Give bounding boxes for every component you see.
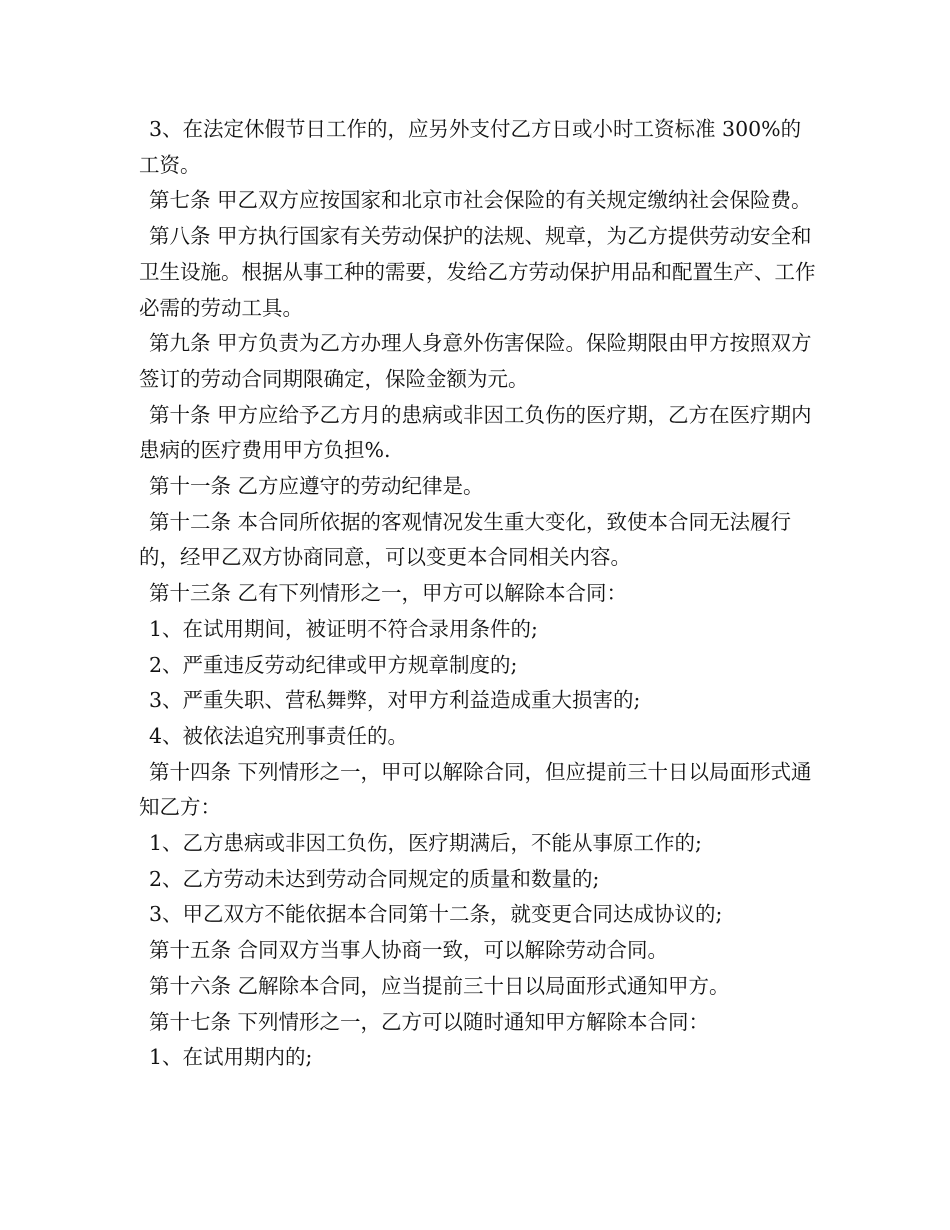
paragraph-article-10: 第十条 甲方应给予乙方月的患病或非因工负伤的医疗期，乙方在医疗期内患病的医疗费用甲方负担%. (139, 402, 812, 463)
list-item-13-4: 4、被依法追究刑事责任的。 (149, 723, 409, 748)
list-item-13-2: 2、严重违反劳动纪律或甲方规章制度的; (149, 652, 518, 677)
paragraph-overtime-holiday: 3、在法定休假节日工作的，应另外支付乙方日或小时工资标准 300%的工资。 (139, 117, 802, 177)
paragraph-article-7: 第七条 甲乙双方应按国家和北京市社会保险的有关规定缴纳社会保险费。 (149, 188, 812, 213)
list-item-14-1: 1、乙方患病或非因工负伤，医疗期满后，不能从事原工作的; (149, 831, 702, 856)
list-item-13-1: 1、在试用期间，被证明不符合录用条件的; (149, 616, 538, 641)
list-item-14-3: 3、甲乙双方不能依据本合同第十二条，就变更合同达成协议的; (149, 902, 723, 927)
paragraph-article-15: 第十五条 合同双方当事人协商一致，可以解除劳动合同。 (149, 938, 669, 963)
paragraph-article-14: 第十四条 下列情形之一，甲可以解除合同，但应提前三十日以局面形式通知乙方： (139, 759, 812, 820)
paragraph-article-9: 第九条 甲方负责为乙方办理人身意外伤害保险。保险期限由甲方按照双方签订的劳动合同期限确定，保险金额为元。 (139, 331, 812, 391)
paragraph-article-16: 第十六条 乙解除本合同，应当提前三十日以局面形式通知甲方。 (149, 973, 730, 998)
paragraph-article-12: 第十二条 本合同所依据的客观情况发生重大变化，致使本合同无法履行的，经甲乙双方协商同意，可以变更本合同相关内容。 (139, 509, 792, 570)
paragraph-article-17: 第十七条 下列情形之一，乙方可以随时通知甲方解除本合同： (149, 1009, 710, 1034)
paragraph-article-11: 第十一条 乙方应遵守的劳动纪律是。 (149, 474, 484, 499)
contract-text (139, 112, 819, 1076)
list-item-13-3: 3、严重失职、营私舞弊，对甲方利益造成重大损害的; (149, 688, 641, 713)
paragraph-article-13: 第十三条 乙有下列情形之一，甲方可以解除本合同： (149, 581, 628, 606)
list-item-17-1: 1、在试用期内的; (149, 1045, 313, 1070)
paragraph-article-8: 第八条 甲方执行国家有关劳动保护的法规、规章，为乙方提供劳动安全和卫生设施。根据从事工种的需要，发给乙方劳动保护用品和配置生产、工作必需的劳动工具。 (139, 224, 816, 320)
list-item-14-2: 2、乙方劳动未达到劳动合同规定的质量和数量的; (149, 866, 600, 891)
